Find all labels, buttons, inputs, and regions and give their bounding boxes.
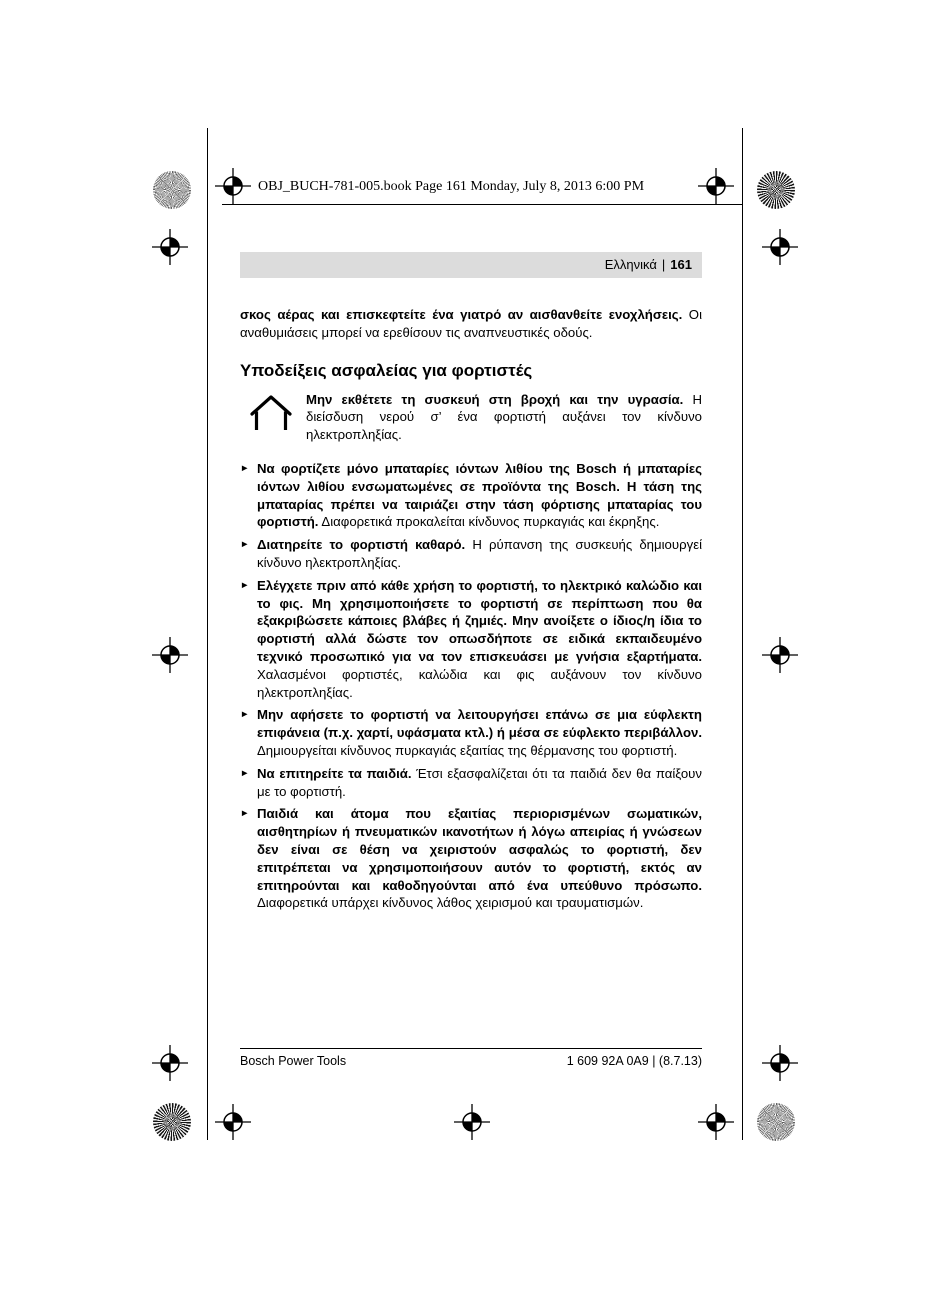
crop-line-right [742,128,743,1140]
bullet-paragraph [257,460,702,531]
list-item [240,577,702,702]
registration-mark-icon [762,1045,798,1081]
page-header-bar [240,252,702,278]
footer-document-code: 1 609 92A 0A9 | (8.7.13) [566,1054,702,1068]
warning-bold-text: Μην εκθέτετε τη συσκευή στη βροχή και την υγρασία. [306,391,684,407]
section-title: Υποδείξεις ασφαλείας για φορτιστές [240,360,533,380]
bullet-arrow-icon: ► [240,808,250,820]
list-item [240,805,702,912]
page-number: 161 [670,257,692,273]
bullet-arrow-icon: ► [240,767,250,779]
list-item [240,706,702,759]
warning-regular-text: Η διείσδυση νερού σ’ ένα φορτιστή αυξάνει τον κίνδυνο ηλεκτροπληξίας. [306,391,703,443]
warning-paragraph [306,391,702,444]
footer-brand: Bosch Power Tools [240,1054,347,1068]
registration-mark-icon [215,168,251,204]
bullet-regular-text: Διαφορετικά προκαλείται κίνδυνος πυρκαγιάς και έκρηξης. [318,514,660,530]
safety-bullet-list [240,460,702,912]
calibration-starburst-icon [757,171,795,209]
language-label: Ελληνικά [604,257,657,273]
calibration-starburst-icon [153,171,191,209]
crop-line-left [207,128,208,1140]
bullet-paragraph [257,706,702,759]
calibration-starburst-icon [153,1103,191,1141]
intro-regular-text: Οι αναθυμιάσεις μπορεί να ερεθίσουν τις αναπνευστικές οδούς. [240,307,702,340]
bullet-regular-text: Χαλασμένοι φορτιστές, καλώδια και φις αυξάνουν τον κίνδυνο ηλεκτροπληξίας. [257,666,702,700]
bullet-bold-text: Μην αφήσετε το φορτιστή να λειτουργήσει επάνω σε μια εύφλεκτη επιφάνεια (π.χ. χαρτί, υφάσματα κτλ.) ή μέσα σε εύφλεκτο περιβάλλον. [257,707,702,741]
registration-mark-icon [454,1104,490,1140]
list-item [240,536,702,572]
bullet-arrow-icon: ► [240,539,250,551]
registration-mark-icon [762,637,798,673]
calibration-starburst-icon [757,1103,795,1141]
bullet-bold-text: Διατηρείτε το φορτιστή καθαρό. [257,537,466,553]
list-item [240,460,702,531]
list-item [240,765,702,801]
bullet-arrow-icon: ► [240,579,250,591]
print-job-header: OBJ_BUCH-781-005.book Page 161 Monday, July 8, 2013 6:00 PM [258,179,645,194]
bullet-bold-text: Ελέγχετε πριν από κάθε χρήση το φορτιστή, το ηλεκτρικό καλώδιο και το φις. Μη χρησιμοποιήσετε το φορτιστή σε περίπτωση που θα εξακριβώσετε κάποιες βλάβες ή ζημιές. Μην ανοίξετε ο ίδιος/η ίδια το φορτιστή αλλά δώστε τον οπωσδήποτε σε ειδικά εκπαιδευμένο τεχνικό προσωπικό για να τον επισκευάσει με γνήσια εξαρτήματα. [257,577,702,664]
bullet-arrow-icon: ► [240,462,250,474]
rain-warning-block [240,391,702,444]
keep-away-from-rain-icon [240,391,306,444]
registration-mark-icon [152,229,188,265]
registration-mark-icon [215,1104,251,1140]
registration-mark-icon [698,1104,734,1140]
registration-mark-icon [762,229,798,265]
crop-line-top [222,204,742,205]
footer-rule [240,1048,702,1049]
bullet-bold-text: Να επιτηρείτε τα παιδιά. [257,765,412,781]
intro-paragraph [240,306,702,342]
bullet-regular-text: Η ρύπανση της συσκευής δημιουργεί κίνδυνο ηλεκτροπληξίας. [257,537,702,570]
registration-mark-icon [152,1045,188,1081]
bullet-regular-text: Έτσι εξασφαλίζεται ότι τα παιδιά δεν θα παίξουν με το φορτιστή. [257,765,702,799]
bullet-paragraph [257,805,702,912]
registration-mark-icon [152,637,188,673]
bullet-bold-text: Να φορτίζετε μόνο μπαταρίες ιόντων λιθίου της Bosch ή μπαταρίες ιόντων λιθίου ενσωματωμένες σε προϊόντα της Bosch. Η τάση της μπαταρίας πρέπει να ταιριάζει στην τάση φόρτισης μπαταρίας του φορτιστή. [257,460,702,530]
header-separator: | [661,257,666,273]
registration-mark-icon [698,168,734,204]
bullet-paragraph [257,765,702,801]
bullet-regular-text: Διαφορετικά υπάρχει κίνδυνος λάθος χειρισμού και τραυματισμών. [257,895,644,911]
page-content [240,252,702,912]
bullet-regular-text: Δημιουργείται κίνδυνος πυρκαγιάς εξαιτίας της θέρμανσης του φορτιστή. [257,742,678,758]
bullet-arrow-icon: ► [240,709,250,721]
bullet-bold-text: Παιδιά και άτομα που εξαιτίας περιορισμένων σωματικών, αισθητηρίων ή πνευματικών ικανοτήτων ή λόγω απειρίας ή γνώσεων δεν είναι σε θέση να χειριστούν ασφαλώς το φορτιστή, δεν επιτρέπεται να χρησιμοποιήσουν αυτόν το φορτιστή, εκτός αν επιτηρούνται και καθοδηγούνται από ένα υπεύθυνο πρόσωπο. [257,806,702,893]
bullet-paragraph [257,577,702,702]
bullet-paragraph [257,536,702,572]
intro-bold-text: σκος αέρας και επισκεφτείτε ένα γιατρό αν αισθανθείτε ενοχλήσεις. [240,307,683,322]
page-footer [240,1054,702,1068]
